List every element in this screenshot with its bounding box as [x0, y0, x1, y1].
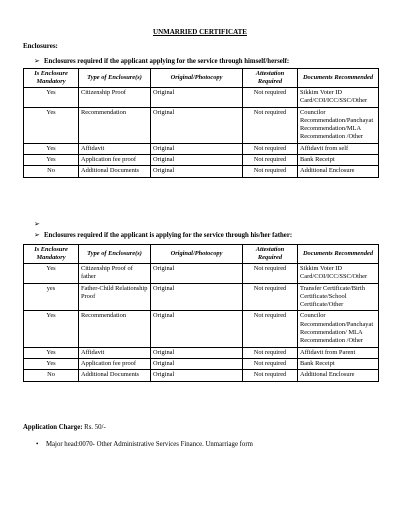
mandatory-cell: Yes — [24, 143, 79, 154]
attestation-cell: Not required — [243, 143, 298, 154]
original-cell: Original — [151, 370, 243, 381]
major-head-line — [36, 441, 253, 448]
mandatory-cell: Yes — [24, 358, 79, 369]
attestation-cell: Not required — [243, 283, 298, 311]
arrow-icon: ➢ — [34, 58, 40, 65]
mandatory-cell: No — [24, 166, 79, 177]
enclosures-table-self — [23, 68, 379, 178]
section2-text: Enclosures required if the applicant is applying for the service through his/her father: — [44, 232, 293, 239]
column-header: Documents Recommended — [298, 245, 379, 264]
original-cell: Original — [151, 155, 243, 166]
table-row — [24, 143, 379, 154]
application-charge — [23, 424, 106, 431]
documents-cell: Bank Receipt — [298, 358, 379, 369]
charge-label: Application Charge: — [23, 424, 83, 431]
charge-value: Rs. 50/- — [82, 424, 106, 431]
column-header: Original/Photocopy — [151, 245, 243, 264]
column-header: Is Enclosure Mandatory — [24, 245, 79, 264]
arrow-icon: ➢ — [34, 232, 40, 239]
original-cell: Original — [151, 88, 243, 108]
table-row — [24, 311, 379, 347]
mandatory-cell: Yes — [24, 155, 79, 166]
original-cell: Original — [151, 107, 243, 143]
original-cell: Original — [151, 311, 243, 347]
documents-cell: Affidavit from self — [298, 143, 379, 154]
column-header: Is Enclosure Mandatory — [24, 69, 79, 88]
documents-cell: Transfer Certificate/Birth Certificate/School Certificate/Other — [298, 283, 379, 311]
type-cell: Additional Documents — [79, 370, 151, 381]
type-cell: Citizenship Proof — [79, 88, 151, 108]
original-cell: Original — [151, 143, 243, 154]
type-cell: Father-Child Relationship Proof — [79, 283, 151, 311]
section1-text: Enclosures required if the applicant applying for the service through himself/herself: — [44, 58, 290, 65]
enclosures-table-father — [23, 244, 379, 382]
original-cell: Original — [151, 166, 243, 177]
major-head-text: Major head:0070- Other Administrative Services Finance. Unmarriage form — [46, 441, 253, 448]
type-cell: Affidavit — [79, 143, 151, 154]
mandatory-cell: No — [24, 370, 79, 381]
type-cell: Additional Documents — [79, 166, 151, 177]
table-row — [24, 166, 379, 177]
table-header-row — [24, 69, 379, 88]
mandatory-cell: Yes — [24, 311, 79, 347]
arrow-icon: ➢ — [34, 221, 40, 228]
mandatory-cell: Yes — [24, 347, 79, 358]
column-header: Original/Photocopy — [151, 69, 243, 88]
documents-cell: Affidavit from Parent — [298, 347, 379, 358]
original-cell: Original — [151, 358, 243, 369]
table-row — [24, 107, 379, 143]
documents-cell: Councilor Recommendation/Panchayat Recommendation/MLA Recommendation /Other — [298, 107, 379, 143]
mandatory-cell: Yes — [24, 88, 79, 108]
section1-heading — [34, 57, 289, 65]
table-row — [24, 88, 379, 108]
documents-cell: Sikkim Voter ID Card/COI/ICC/SSC/Other — [298, 88, 379, 108]
original-cell: Original — [151, 264, 243, 284]
attestation-cell: Not required — [243, 88, 298, 108]
attestation-cell: Not required — [243, 264, 298, 284]
type-cell: Application fee proof — [79, 358, 151, 369]
column-header: Type of Enclosure(s) — [79, 69, 151, 88]
column-header: Attestation Required — [243, 69, 298, 88]
column-header: Attestation Required — [243, 245, 298, 264]
type-cell: Citizenship Proof of father — [79, 264, 151, 284]
type-cell: Application fee proof — [79, 155, 151, 166]
attestation-cell: Not required — [243, 155, 298, 166]
type-cell: Recommendation — [79, 107, 151, 143]
mandatory-cell: yes — [24, 283, 79, 311]
column-header: Documents Recommended — [298, 69, 379, 88]
section2-heading — [34, 231, 292, 239]
attestation-cell: Not required — [243, 311, 298, 347]
mandatory-cell: Yes — [24, 264, 79, 284]
table-header-row — [24, 245, 379, 264]
table-row — [24, 283, 379, 311]
bullet-icon: • — [36, 441, 39, 448]
documents-cell: Additional Enclosure — [298, 370, 379, 381]
table-row — [24, 264, 379, 284]
table-row — [24, 358, 379, 369]
type-cell: Affidavit — [79, 347, 151, 358]
original-cell: Original — [151, 347, 243, 358]
mandatory-cell: Yes — [24, 107, 79, 143]
attestation-cell: Not required — [243, 370, 298, 381]
type-cell: Recommendation — [79, 311, 151, 347]
documents-cell: Bank Receipt — [298, 155, 379, 166]
attestation-cell: Not required — [243, 166, 298, 177]
enclosures-label: Enclosures: — [23, 42, 58, 50]
table-row — [24, 347, 379, 358]
column-header: Type of Enclosure(s) — [79, 245, 151, 264]
documents-cell: Councilor Recommendation/Panchayat Recommendation/ MLA Recommendation /Other — [298, 311, 379, 347]
documents-cell: Additional Enclosure — [298, 166, 379, 177]
original-cell: Original — [151, 283, 243, 311]
attestation-cell: Not required — [243, 358, 298, 369]
attestation-cell: Not required — [243, 107, 298, 143]
table-row — [24, 370, 379, 381]
attestation-cell: Not required — [243, 347, 298, 358]
table-row — [24, 155, 379, 166]
page-title: UNMARRIED CERTIFICATE — [153, 28, 247, 36]
documents-cell: Sikkim Voter ID Card/COI/ICC/SSC/Other — [298, 264, 379, 284]
